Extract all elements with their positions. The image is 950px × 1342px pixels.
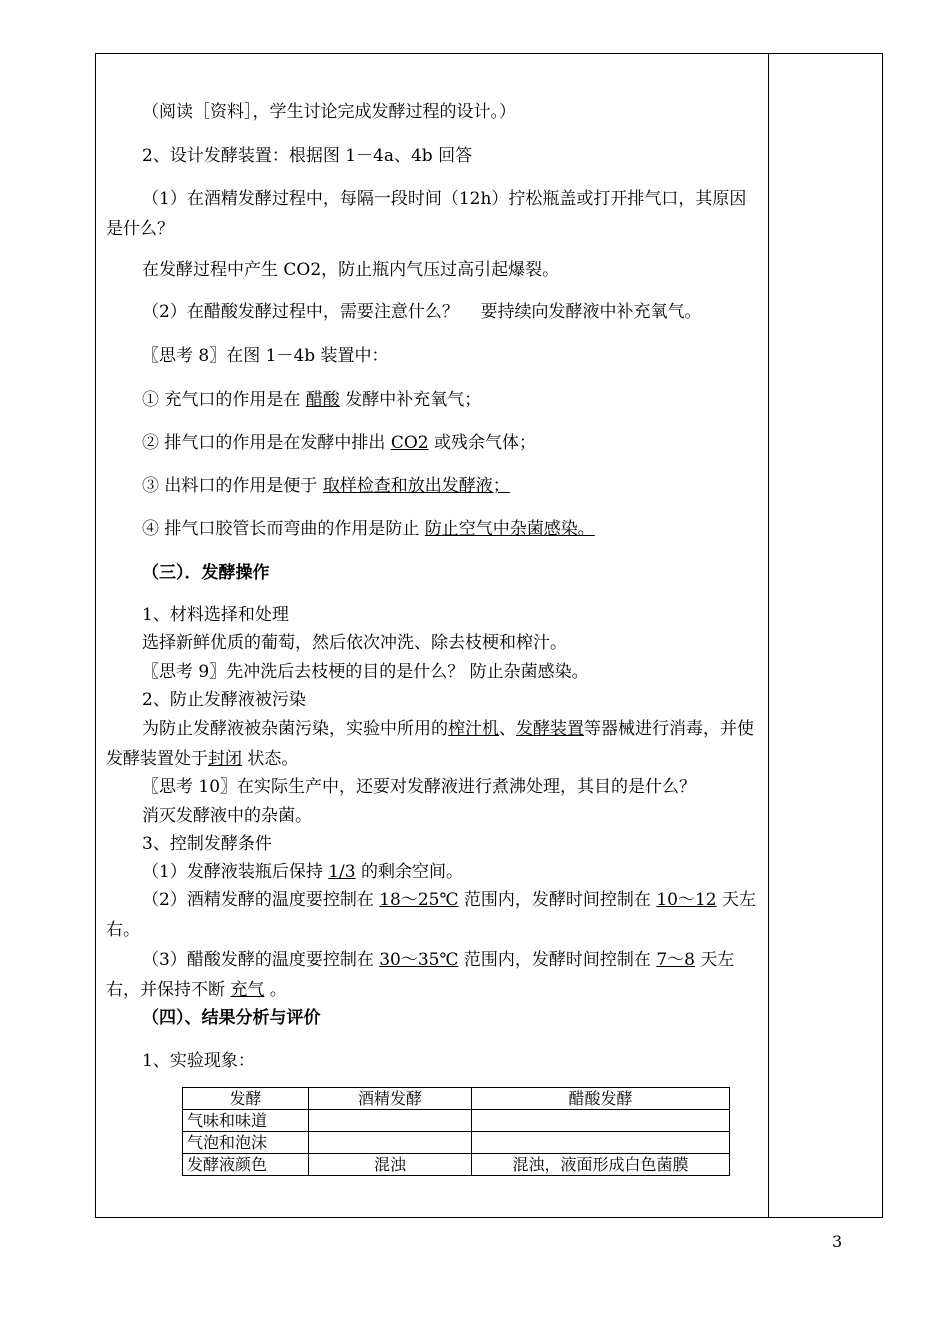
think-9: 〖思考 9〗先冲洗后去枝梗的目的是什么？ 防止杂菌感染。 xyxy=(142,662,589,682)
intro-note: （阅读［资料］，学生讨论完成发酵过程的设计。） xyxy=(142,102,516,122)
condition-2-temp: 18～25℃ xyxy=(379,890,459,910)
item-1 xyxy=(106,388,481,412)
item-2-answer: CO2 xyxy=(390,433,429,453)
device-title: 2、设计发酵装置：根据图 1－4a、4b 回答 xyxy=(142,146,473,166)
condition-3-aeration: 充气 xyxy=(230,980,265,1000)
condition-2-mid: 范围内，发酵时间控制在 xyxy=(463,890,651,910)
column-divider xyxy=(768,54,769,1217)
item-4-text: ④ 排气口胶管长而弯曲的作用是防止 xyxy=(142,519,420,539)
s3-2-text-a: 为防止发酵液被杂菌污染，实验中所用的 xyxy=(142,719,448,739)
item-3-answer: 取样检查和放出发酵液； xyxy=(322,476,510,496)
table-cell: 混浊，液面形成白色菌膜 xyxy=(472,1154,730,1176)
table-header-row xyxy=(183,1088,730,1110)
section-3-item-3: 3、控制发酵条件 xyxy=(142,834,272,854)
table-cell: 混浊 xyxy=(309,1154,472,1176)
s3-2-text-b: 、 xyxy=(499,719,516,739)
table-cell xyxy=(472,1132,730,1154)
question-2 xyxy=(106,300,701,324)
think-8: 〖思考 8〗在图 1－4b 装置中： xyxy=(142,346,389,366)
section-3-item-2-text xyxy=(106,714,758,774)
table-cell: 气泡和泡沫 xyxy=(183,1132,309,1154)
section-3-item-2: 2、防止发酵液被污染 xyxy=(142,690,306,710)
section-4-heading: （四）、结果分析与评价 xyxy=(142,1008,321,1028)
table-row xyxy=(183,1154,730,1176)
sealed-answer: 封闭 xyxy=(208,749,242,769)
table-cell xyxy=(472,1110,730,1132)
section-3-heading: （三）．发酵操作 xyxy=(142,563,270,583)
s3-2-text-c: 等器械进行消毒，并使发酵装置处于 xyxy=(106,719,754,769)
condition-3 xyxy=(106,945,758,1005)
section-3-item-1-text: 选择新鲜优质的葡萄，然后依次冲洗、除去枝梗和榨汁。 xyxy=(142,633,567,653)
item-1-tail: 发酵中补充氧气； xyxy=(345,390,482,410)
s3-2-text-d: 状态。 xyxy=(247,749,299,769)
think-10-answer: 消灭发酵液中的杂菌。 xyxy=(142,806,312,826)
answer-1: 在发酵过程中产生 CO2，防止瓶内气压过高引起爆裂。 xyxy=(142,260,560,280)
condition-2-tail: 天左右。 xyxy=(106,890,756,940)
table-header-cell: 酒精发酵 xyxy=(309,1088,472,1110)
table-header-cell: 醋酸发酵 xyxy=(472,1088,730,1110)
condition-3-text: （3）醋酸发酵的温度要控制在 xyxy=(142,950,374,970)
item-2 xyxy=(106,431,536,455)
item-3-text: ③ 出料口的作用是便于 xyxy=(142,476,318,496)
device-answer: 发酵装置 xyxy=(516,719,584,739)
page-number: 3 xyxy=(832,1232,843,1251)
table-cell: 发酵液颜色 xyxy=(183,1154,309,1176)
section-3-item-1: 1、材料选择和处理 xyxy=(142,605,289,625)
item-2-tail: 或残余气体； xyxy=(433,433,536,453)
section-4-item-1: 1、实验现象： xyxy=(142,1051,255,1071)
table-cell: 气味和味道 xyxy=(183,1110,309,1132)
table-header-cell: 发酵 xyxy=(183,1088,309,1110)
question-1: （1）在酒精发酵过程中，每隔一段时间（12h）拧松瓶盖或打开排气口，其原因是什么？ xyxy=(106,189,747,239)
think-10: 〖思考 10〗在实际生产中，还要对发酵液进行煮沸处理，其目的是什么？ xyxy=(142,777,697,797)
condition-3-days: 7～8 xyxy=(656,950,695,970)
condition-3-mid: 范围内，发酵时间控制在 xyxy=(463,950,651,970)
table-cell xyxy=(309,1110,472,1132)
juicer-answer: 榨汁机 xyxy=(448,719,499,739)
condition-3-text-b: 天左右，并保持不断 xyxy=(106,950,735,1000)
condition-1-answer: 1/3 xyxy=(328,862,356,882)
table-cell xyxy=(309,1132,472,1154)
condition-1-text: （1）发酵液装瓶后保持 xyxy=(142,862,323,882)
condition-3-temp: 30～35℃ xyxy=(379,950,459,970)
item-2-text: ② 排气口的作用是在发酵中排出 xyxy=(142,433,386,453)
item-1-answer: 醋酸 xyxy=(305,390,340,410)
item-4-answer: 防止空气中杂菌感染。 xyxy=(424,519,595,539)
item-1-text: ① 充气口的作用是在 xyxy=(142,390,301,410)
condition-2-text: （2）酒精发酵的温度要控制在 xyxy=(142,890,374,910)
condition-3-tail: 。 xyxy=(269,980,287,1000)
condition-2-days: 10～12 xyxy=(656,890,717,910)
lesson-table-frame xyxy=(95,53,883,1218)
experiment-result-table xyxy=(182,1087,730,1176)
answer-2: 要持续向发酵液中补充氧气。 xyxy=(480,302,702,322)
condition-1 xyxy=(106,860,463,884)
condition-1-tail: 的剩余空间。 xyxy=(361,862,463,882)
condition-2 xyxy=(106,885,758,945)
item-3 xyxy=(106,474,510,498)
item-4 xyxy=(106,517,595,541)
table-row xyxy=(183,1110,730,1132)
question-2-text: （2）在醋酸发酵过程中，需要注意什么？ xyxy=(142,302,459,322)
table-row xyxy=(183,1132,730,1154)
